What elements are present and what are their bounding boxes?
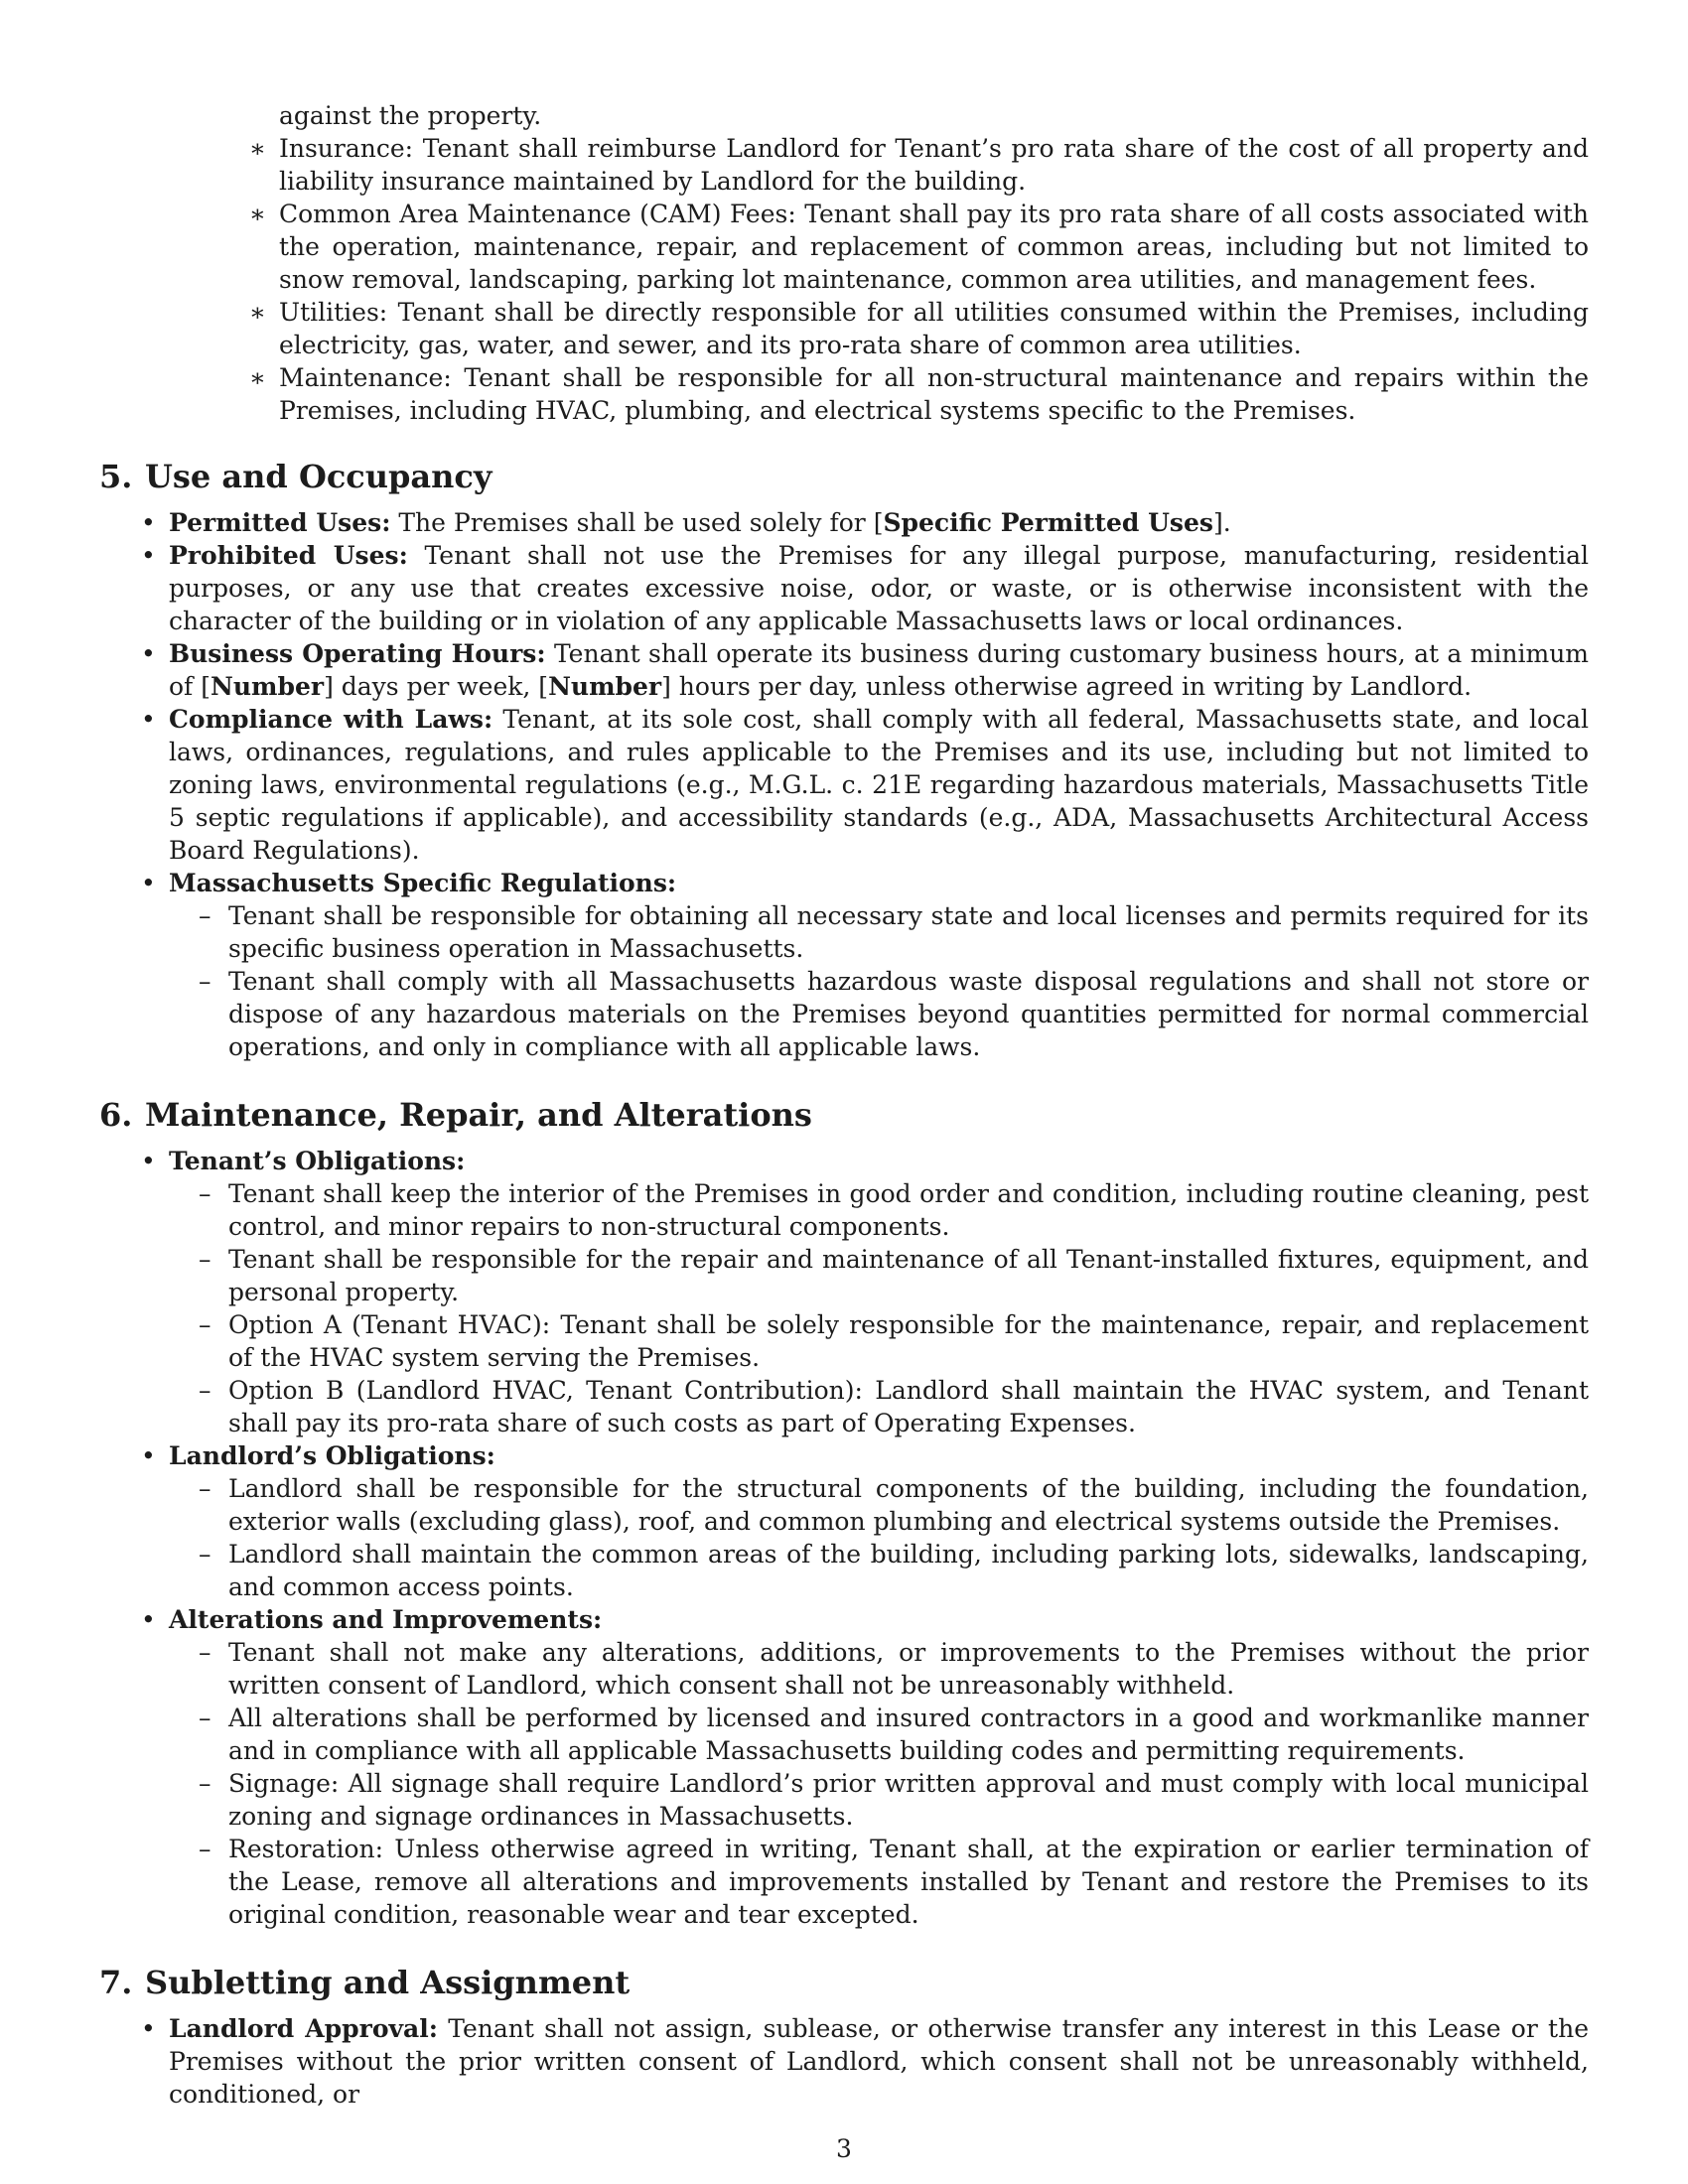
item-text: Tenant shall not use the Premises for any illegal purpose, manufacturing, residential purposes, or any use that creates excessive noise, odor, or waste, or is otherwise inconsistent with the character of the building or in violation of any applicable Massachusetts laws or local ordinances. [169, 541, 1589, 635]
section-5-list [99, 506, 1589, 1063]
tenant-obligations-sublist [169, 1177, 1589, 1439]
item-label: Business Operating Hours: [169, 639, 546, 668]
sublist-item: – Tenant shall be responsible for the repair and maintenance of all Tenant-installed fixtures, equipment, and personal property. [228, 1243, 1589, 1308]
section-number: 5. [99, 458, 133, 495]
item-label: Compliance with Laws: [169, 705, 493, 734]
item-text: ]. [1212, 508, 1231, 537]
section-number: 6. [99, 1096, 133, 1134]
alterations-sublist [169, 1636, 1589, 1931]
list-item-permitted-uses [169, 506, 1589, 539]
placeholder-number: Number [211, 672, 325, 701]
list-item-maintenance: ∗ Maintenance: Tenant shall be responsible for all non-structural maintenance and repairs within the Premises, including HVAC, plumbing, and electrical systems specific to the Premises. [279, 361, 1589, 427]
page-number: 3 [836, 2134, 852, 2163]
item-text: The Premises shall be used solely for [ [390, 508, 884, 537]
item-label: Prohibited Uses: [169, 541, 408, 570]
sublist-item: – Landlord shall be responsible for the structural components of the building, including the foundation, exterior walls (excluding glass), roof, and common plumbing and electrical systems outside the Premises. [228, 1472, 1589, 1538]
landlord-obligations-sublist [169, 1472, 1589, 1603]
sublist-item: – Option A (Tenant HVAC): Tenant shall be solely responsible for the maintenance, repair, and replacement of the HVAC system serving the Premises. [228, 1308, 1589, 1374]
sublist-item: – Option B (Landlord HVAC, Tenant Contribution): Landlord shall maintain the HVAC system, and Tenant shall pay its pro-rata share of such costs as part of Operating Expenses. [228, 1374, 1589, 1439]
list-item-cam-fees: ∗ Common Area Maintenance (CAM) Fees: Tenant shall pay its pro rata share of all costs associated with the operation, maintenance, repair, and replacement of common areas, including but not limited to snow removal, landscaping, parking lot maintenance, common area utilities, and management fees. [279, 198, 1589, 296]
item-text: ] hours per day, unless otherwise agreed in writing by Landlord. [661, 672, 1473, 701]
item-text: Tenant shall not assign, sublease, or otherwise transfer any interest in this Lease or the Premises without the prior written consent of Landlord, which consent shall not be unreasonably withheld, conditioned, or [169, 2014, 1589, 2109]
section-7-list [99, 2012, 1589, 2111]
list-item-operating-hours [169, 637, 1589, 703]
list-item-ma-regulations [169, 867, 1589, 1063]
item-label: Permitted Uses: [169, 508, 391, 537]
list-item-insurance: ∗ Insurance: Tenant shall reimburse Landlord for Tenant’s pro rata share of the cost of all property and liability insurance maintained by Landlord for the building. [279, 132, 1589, 198]
item-label: Landlord Approval: [169, 2014, 438, 2043]
section-title: Use and Occupancy [145, 458, 492, 495]
section-title: Maintenance, Repair, and Alterations [145, 1096, 812, 1134]
page-content [99, 99, 1589, 2111]
item-text: ] days per week, [ [324, 672, 549, 701]
section-number: 7. [99, 1964, 133, 2001]
list-item-alterations [169, 1603, 1589, 1931]
item-label: Landlord’s Obligations: [169, 1441, 495, 1470]
sublist-item: – Tenant shall keep the interior of the Premises in good order and condition, including routine cleaning, pest control, and minor repairs to non-structural components. [228, 1177, 1589, 1243]
continuation-paragraph: against the property. [279, 101, 542, 130]
sublist-item: – Tenant shall not make any alterations, additions, or improvements to the Premises without the prior written consent of Landlord, which consent shall not be unreasonably withheld. [228, 1636, 1589, 1702]
section-6-heading [99, 1095, 1589, 1135]
cost-items-list [99, 132, 1589, 427]
item-label: Massachusetts Specific Regulations: [169, 869, 677, 897]
item-label: Tenant’s Obligations: [169, 1147, 466, 1175]
placeholder-number: Number [548, 672, 662, 701]
section-6-list [99, 1145, 1589, 1931]
item-text: Tenant shall operate its business during customary business hours, at a minimum of [ [169, 639, 1589, 701]
sublist-item: – Tenant shall be responsible for obtaining all necessary state and local licenses and permits required for its specific business operation in Massachusetts. [228, 899, 1589, 965]
list-item-utilities: ∗ Utilities: Tenant shall be directly responsible for all utilities consumed within the Premises, including electricity, gas, water, and sewer, and its pro-rata share of common area utilities. [279, 296, 1589, 361]
section-7-heading [99, 1963, 1589, 2002]
sublist-item: – Signage: All signage shall require Landlord’s prior written approval and must comply with local municipal zoning and signage ordinances in Massachusetts. [228, 1767, 1589, 1833]
sublist-item: – All alterations shall be performed by licensed and insured contractors in a good and workmanlike manner and in compliance with all applicable Massachusetts building codes and permitting requirements. [228, 1702, 1589, 1767]
sublist-item: – Landlord shall maintain the common areas of the building, including parking lots, sidewalks, landscaping, and common access points. [228, 1538, 1589, 1603]
list-item-landlord-obligations [169, 1439, 1589, 1603]
section-title: Subletting and Assignment [145, 1964, 631, 2001]
list-item-tenant-obligations [169, 1145, 1589, 1439]
list-item-compliance [169, 703, 1589, 867]
sublist-item: – Restoration: Unless otherwise agreed in writing, Tenant shall, at the expiration or earlier termination of the Lease, remove all alterations and improvements installed by Tenant and restore the Premises to its original condition, reasonable wear and tear excepted. [228, 1833, 1589, 1931]
section-5-heading [99, 457, 1589, 496]
placeholder-specific-uses: Specific Permitted Uses [883, 508, 1213, 537]
sublist-item: – Tenant shall comply with all Massachusetts hazardous waste disposal regulations and shall not store or dispose of any hazardous materials on the Premises beyond quantities permitted for normal commercial operations, and only in compliance with all applicable laws. [228, 965, 1589, 1063]
item-label: Alterations and Improvements: [169, 1605, 603, 1634]
item-text: Tenant, at its sole cost, shall comply with all federal, Massachusetts state, and local laws, ordinances, regulations, and rules applicable to the Premises and its use, including but not limited to zoning laws, environmental regulations (e.g., M.G.L. c. 21E regarding hazardous materials, Massachusetts Title 5 septic regulations if applicable), and accessibility standards (e.g., ADA, Massachusetts Architectural Access Board Regulations). [169, 705, 1589, 865]
list-item-prohibited-uses [169, 539, 1589, 637]
ma-regulations-sublist [169, 899, 1589, 1063]
list-item-landlord-approval [169, 2012, 1589, 2111]
